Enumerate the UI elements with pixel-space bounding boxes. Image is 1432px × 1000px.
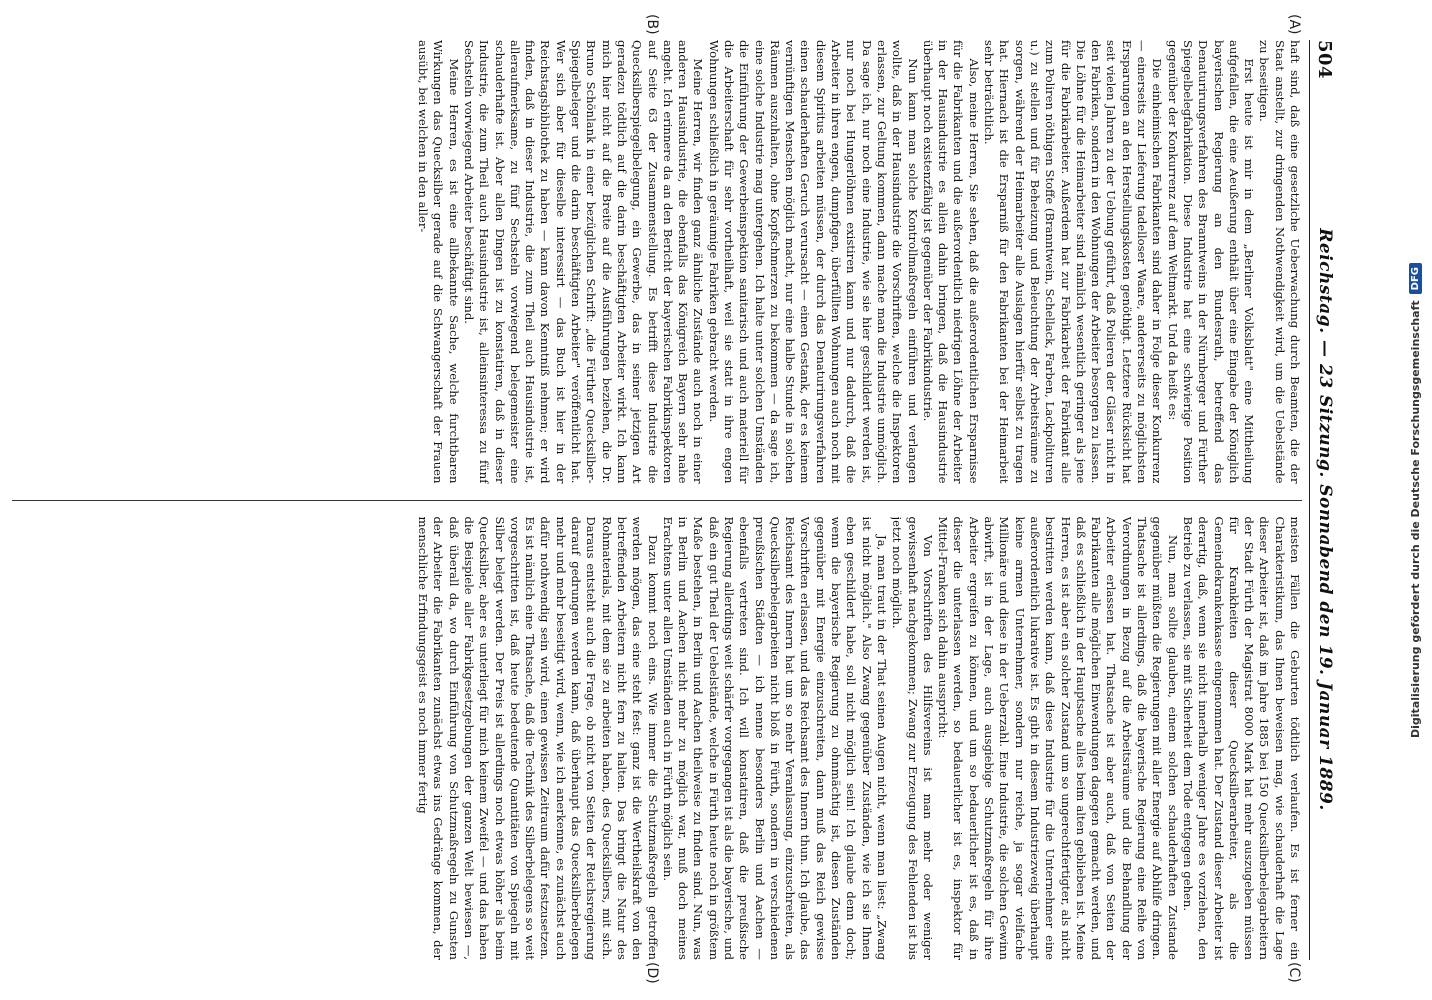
paragraph: Dazu kommt noch eins. Wie immer die Schutzmaßregeln getroffen werden mögen, das eine steht fest: ganz ist die Wertheilskraft von den betreffenden Arbeitern nicht fern zu halten. Das bringt die Natur des Rohmaterials, mit dem sie zu arbeiten haben, des Quecksilbers, mit sich. Daraus entsteht auch die Frage, ob nicht von Seiten der Reichsregierung darauf gedrungen werden kann, daß überhaupt das Quecksilberbelegen mehr und mehr beseitigt wird, wenn, wie ich anerkenne, es zunächst auch dafür nothwendig sein wird, einen gewissen Zeitraum dafür festzusetzen. Es ist nämlich eine Thatsache, daß die Technik des Silberbelegens so weit vorgeschritten ist, daß heute bedeutende Quantitäten von Spiegeln mit Silber belegt werden. Der Preis ist allerdings noch etwas höher als beim Quecksilber, aber es unterliegt für mich keinem Zweifel — und das haben die Beispiele aller Fabrikgesetzgebungen der ganzen Welt bewiesen —, daß überall da, wo durch Einführung von Schutzmaßregeln zu Gunsten der Arbeiter die Fabrikanten zunächst etwas ins Gedränge kommen, der menschliche Erfindungsgeist es noch immer fertig (416, 516, 660, 960)
page-title: Reichstag. — 23 Sitzung. Sonnabend den 19. Januar 1889. (1315, 228, 1335, 811)
left-column (12, 40, 1302, 484)
right-column (12, 517, 1302, 961)
paragraph: Erst heute ist mir in dem „Berliner Volksblatt" eine Mittheilung aufgefallen, die eine Aeußerung enthält über eine Eingabe der Königlich bayerischen Regierung an den Bundesrath, betreffend das Denaturirungsverfahren des Branntweins in der Nürnberger und Fürther Spiegelbelegfabrikation. Diese Industrie hat eine schwierige Position gegenüber der Konkurrenz auf dem Weltmarkt. Und da heißt es: (1165, 40, 1257, 484)
margin-marker-b: (B) (644, 14, 660, 35)
digitization-text: Digitalisierung gefördert durch die Deutsche Forschungsgemeinschaft (1408, 299, 1422, 738)
paragraph: Meine Herren, es ist eine allbekannte Sache, welche furchtbaren Wirkungen das Quecksilber gerade auf die Schwangerschaft der Frauen ausübt, bei welchen in den aller- (416, 40, 461, 484)
paragraph: haft sind, daß eine gesetzliche Ueberwachung durch Beamten, die der Staat anstellt, zur dringenden Nothwendigkeit wird, um die Uebelstände zu beseitigen. (1257, 40, 1302, 484)
column-divider (12, 500, 1302, 501)
paragraph: meisten Fällen die Geburten tödtlich verlaufen. Es ist ferner ein Charakteristikum, das Ihnen beweisen mag, wie schauderhaft die Lage dieser Arbeiter ist, daß im Jahre 1885 bei 150 Quecksilberbelegarbeitern der Stadt Fürth der Magistrat 8000 Mark hat mehr auszugeben müssen für Krankheiten dieser Quecksilberarbeiter, als die Gemeindekrankenkasse eingenommen hat. Der Zustand dieser Arbeiter ist derartig, daß, wenn sie nicht innerhalb weniger Jahre es vorziehen, den Betrieb zu verlassen, sie mit Sicherheit dem Tode entgegen gehen. (1180, 516, 1302, 960)
digitization-credit (1404, 20, 1426, 980)
paragraph: Die einheimischen Fabrikanten sind daher in Folge dieser Konkurrenz — einerseits zur Lieferung tadelloser Waare, andererseits zu möglichsten Ersparungen an den Herstellungskosten genöthigt. Letztere Rücksicht hat seit vielen Jahren zu der Uebung geführt, daß Polieren der Gläser nicht in den Fabriken, sondern in den Wohnungen der Arbeiter besorgen zu lassen. Die Löhne für die Heimarbeiter sind nämlich wesentlich geringer als jene für die Fabrikarbeiter. Außerdem hat zur Fabrikarbeit der Fabrikant alle zum Poliren nöthigen Stoffe (Branntwein, Schellack, Farben, Lackpolituren u.) zu stellen und für Beheizung und Beleuchtung der Arbeitsräume zu sorgen, während der Heimarbeiter alle Auslagen hierfür selbst zu tragen hat. Hiernach ist die Ersparniß für den Fabrikanten bei der Heimarbeit sehr beträchtlich. (982, 40, 1165, 484)
paragraph: Nun kann man solche Kontrollmaßregeln einführen und verlangen wollte, daß in der Hausindustrie die Vorschriften, welche die Inspektoren erlassen, zur Geltung kommen, dann mache man die Industrie unmöglich. Da sage ich, nur noch eine Industrie, wie sie hier geschildert werden ist, nur noch bei Hungerlöhnen existiren kann und nur dadurch, daß die Arbeiter in ihren engen, dumpfigen, überfüllten Wohnungen auch noch mit diesem Spiritus arbeiten müssen, der durch das Denaturirungsverfahren einen schauderhaften Geruch verursacht — einen Gestank, der es keinem vernünftigen Menschen möglich macht, nur eine halbe Stunde in solchen Räumen auszuhalten, ohne Kopfschmerzen zu bekommen — da sage ich, eine solche Industrie mag untergehen. Ich halte unter solchen Umständen die Einführung der Gewerbeinspektion sanitarisch und auch materiell für die Arbeiterschaft für sehr vortheilhaft, weil sie statt in ihre engen Wohnungen schließlich in geräumige Fabriken gebracht werden. (706, 40, 920, 484)
margin-marker-c: (C) (1286, 962, 1302, 983)
dfg-logo: DFG (1409, 262, 1422, 293)
paragraph: Meine Herren, wir finden ganz ähnliche Zustände auch noch in einer anderen Hausindustrie, die ebenfalls das Königreich Bayern sehr nahe angeht. Ich erinnere da an den Bericht der bayerischen Fabrikinspektoren auf Seite 63 der Zusammenstellung. Es betrifft diese Industrie die Quecksilberspiegelbelegung, ein Gewerbe, das in seiner jetzigen Art geradezu tödtlich auf die darin beschäftigten Arbeiter wirkt. Ich kann mich hier nicht auf die Breite auf die Ausführungen beziehen, die Dr. Bruno Schönlank in einer bezüglichen Schrift: „die Fürther Quecksilber-Spiegelbeleger und die darin beschäftigten Arbeiter" veröffentlicht hat. Wer sich aber für dieselbe interessirt — das Buch ist hier in der Reichstagsbibliothek zu haben — kann davon Kenntniß nehmen; er wird finden, daß in dieser Industrie, die zum Theil auch Hausindustrie ist, alleraufmerksame, zu fünf Sechsteln vorwiegend belegemeister eine schauderhafte ist. Aber allen Dingen ist zu konstatiren, daß in dieser Industrie, die zum Theil auch Hausindustrie ist, alleinsinteressa zu fünf Sechsteln vorwiegend Arbeiter beschäftigt sind. (461, 40, 706, 484)
paragraph: Nun, man sollte glauben, einem solchen schauderhaften Zustande gegenüber müßten die Regierungen mit aller Energie auf Abhilfe dringen. Thatsache ist allerdings, daß die bayerische Regierung eine Reihe von Verordnungen in Bezug auf die Arbeitsräume und die Behandlung der Arbeiter erlassen hat. Thatsache ist aber auch, daß von Seiten der Fabrikanten alle möglichen Einwendungen dagegen gemacht werden, und daß es schließlich in der Hauptsache alles beim alten geblieben ist. Meine Herren, es ist aber ein solcher Zustand um so ungerechtfertigter, als nicht bestritten werden kann, daß diese Industrie für die Unternehmer eine außerordentlich lukrative ist. Es gibt in diesem Industriezweig überhaupt keine armen Unternehmer, sondern nur reiche, ja sogar vielfache Millionäre und diese in der Ueberzahl. Eine Industrie, die solchen Gewinn abwirft, ist in der Lage, auch ausgiebige Schutzmaßregeln für ihre Arbeiter ergreifen zu können, und um so bedauerlicher ist es, daß in dieser die unterlassen werden, so bedauerlicher ist es, inspektor für Mittel-Franken sich dahin ausspricht: (936, 516, 1180, 960)
margin-marker-d: (D) (644, 962, 660, 984)
paragraph: Ja, man traut in der That seinen Augen nicht, wenn man liest: „Zwang ist nicht möglich." Also Zwang gegenüber Zuständen, wie ich sie Ihnen eben geschildert habe, soll nicht möglich sein! Ich glaube denn doch; wenn die bayerische Regierung zu ohnmächtig ist, diesen Zuständen gegenüber mit Energie einzuschreiten, dann muß das Reich gewisse Vorschriften erlassen, und das Reichsamt des Innern thun. Ich glaube, das Reichsamt des Innern hat um so mehr Veranlassung, einzuschreiten, als Quecksilberbelegarbeiten nicht bloß in Fürth, sondern in verschiedenen preußischen Städten — ich nenne besonders Berlin und Aachen — ebenfalls vertreten sind. Ich will konstatiren, daß die preußische Regierung allerdings weit schärfer vorgegangen ist als die bayerische, und daß ein gut Theil der Uebelstände, welche in Fürth heute noch in größtem Maße bestehen, in Berlin und Aachen theilweise zu finden sind. Nun, was in Berlin und Aachen nicht mehr zu möglich war, muß doch meines Erachtens unter allen Umständen auch in Fürth möglich sein. (660, 516, 889, 960)
paragraph: Von Vorschriften des Hilfsvereins ist man mehr oder weniger gewissenhaft nachgekommen; Zwang zur Erzeugung des Fehlenden ist bis jetzt noch möglich. (890, 516, 935, 960)
text-columns (12, 40, 1302, 960)
paragraph: Also, meine Herren, Sie sehen, daß die außerordentlichen Ersparnisse für die Fabrikanten und die außerordentlich niedrigen Löhne der Arbeiter in der Hausindustrie es allein dahin bringen, daß die Hausindustrie überhaupt noch existenzfähig ist gegenüber der Fabrikindustrie. (920, 40, 981, 484)
running-head (1309, 40, 1340, 960)
page-number: 504 (1314, 40, 1336, 80)
margin-marker-a: (A) (1286, 14, 1302, 35)
